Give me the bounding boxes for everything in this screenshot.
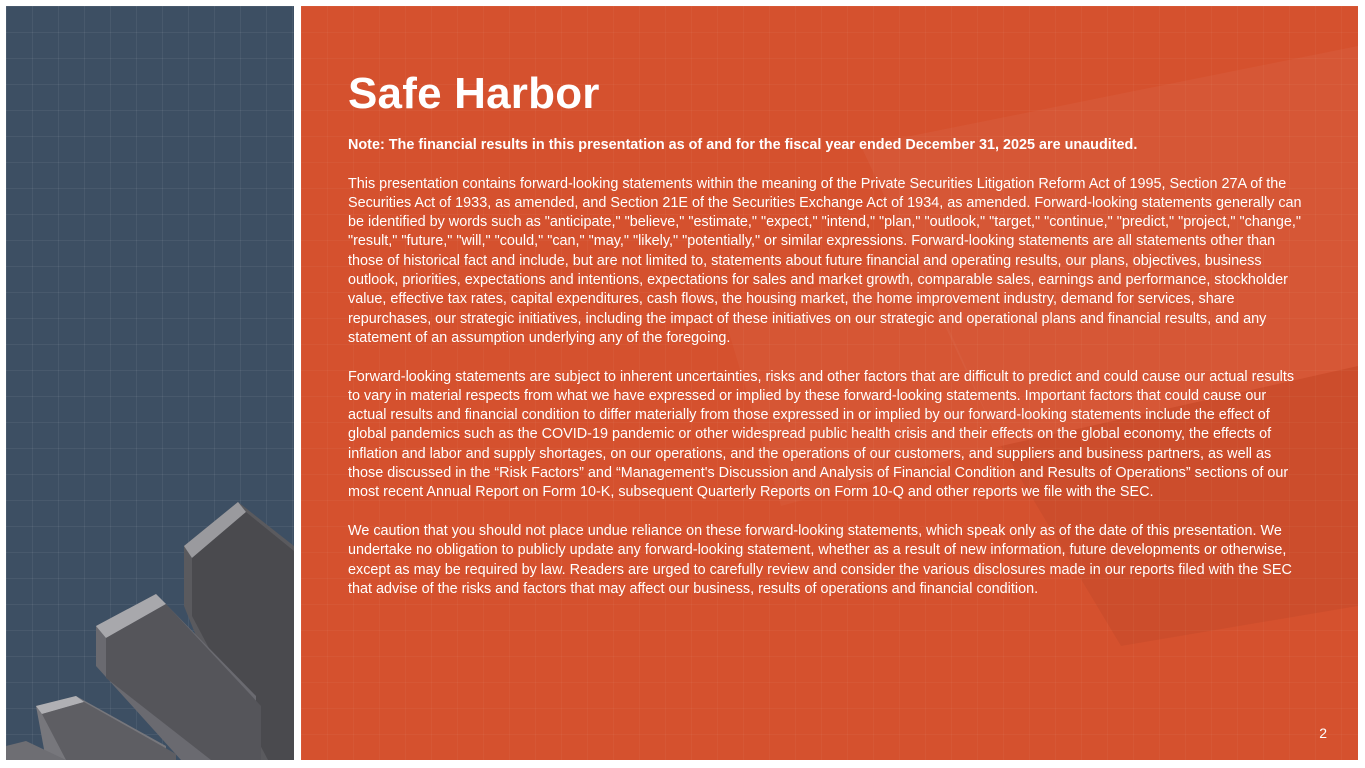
decorative-image-panel <box>6 6 294 760</box>
paragraph-forward-looking: This presentation contains forward-looking statements within the meaning of the Private Securities Litigation Reform Act of 1995, Section 27A of the Securities Act of 1933, as amended, and Section 21E of the Securities Exchange Act of 1934, as amended. Forward-looking statements generally can be identified by words such as "anticipate," "believe," "estimate," "expect," "intend," "plan," "outlook," "target," "continue," "predict," "project," "change," "result," "future," "will," "could," "can," "may," "likely," "potentially," or similar expressions. Forward-looking statements are all statements other than those of historical fact and include, but are not limited to, statements about future financial and operating results, our plans, objectives, business outlook, priorities, expectations and intentions, expectations for sales and market growth, comparable sales, earnings and performance, stockholder value, effective tax rates, capital expenditures, cash flows, the housing market, the home improvement industry, demand for services, share repurchases, our strategic initiatives, including the impact of these initiatives on our strategic and operational plans and financial results, and any statement of an assumption underlying any of the foregoing. <box>348 175 1302 346</box>
unaudited-note: Note: The financial results in this presentation as of and for the fiscal year ended December 31, 2025 are unaudited. <box>348 137 1138 153</box>
content-panel <box>301 6 1358 760</box>
building-photo-graphic <box>6 6 294 760</box>
page-title: Safe Harbor <box>348 69 600 118</box>
safe-harbor-body <box>348 136 1303 618</box>
paragraph-risk-factors: Forward-looking statements are subject to inherent uncertainties, risks and other factors that are difficult to predict and could cause our actual results to vary in material respects from what we have expressed or implied by these forward-looking statements. Important factors that could cause our actual results and financial condition to differ materially from those expressed in or implied by our forward-looking statements include the effect of global pandemics such as the COVID-19 pandemic or other widespread public health crisis and their effects on the global economy, the effects of inflation and labor and supply shortages, on our operations, and the operations of our customers, and suppliers and business partners, as well as those discussed in the “Risk Factors” and “Management's Discussion and Analysis of Financial Condition and Results of Operations” sections of our most recent Annual Report on Form 10-K, subsequent Quarterly Reports on Form 10-Q and other reports we file with the SEC. <box>348 368 1295 501</box>
page-number: 2 <box>1319 725 1327 741</box>
paragraph-caution: We caution that you should not place undue reliance on these forward-looking statements, which speak only as of the date of this presentation. We undertake no obligation to publicly update any forward-looking statement, whether as a result of new information, future developments or otherwise, except as may be required by law. Readers are urged to carefully review and consider the various disclosures made in our reports filed with the SEC that advise of the risks and factors that may affect our business, results of operations and financial condition. <box>348 522 1292 597</box>
